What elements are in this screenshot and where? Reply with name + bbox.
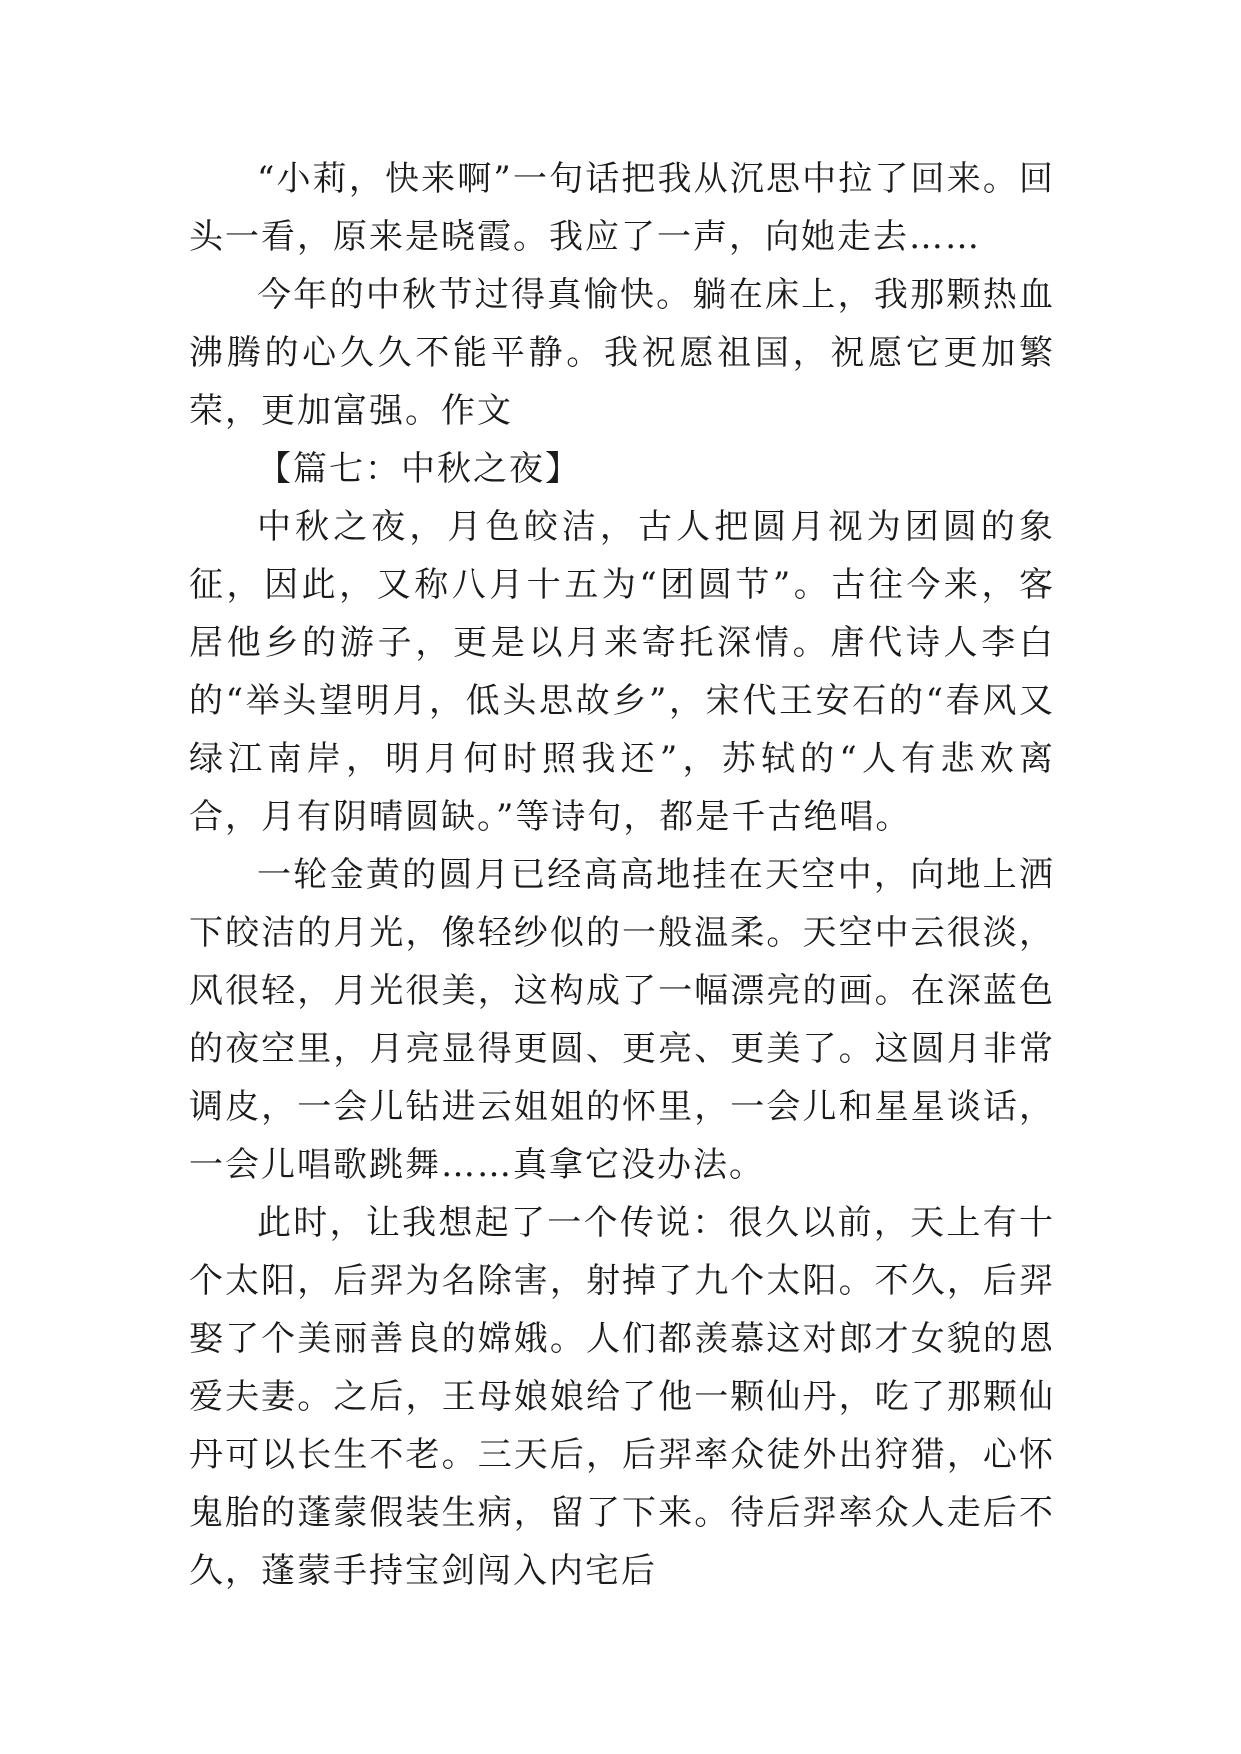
paragraph-1: “小莉，快来啊”一句话把我从沉思中拉了回来。回头一看，原来是晓霞。我应了一声，向她走去……	[189, 159, 1055, 257]
paragraph-2: 今年的中秋节过得真愉快。躺在床上，我那颗热血沸腾的心久久不能平静。我祝愿祖国，祝愿它更加繁荣，更加富强。作文	[189, 275, 1055, 431]
document-body	[189, 150, 1055, 1600]
section-title: 【篇七：中秋之夜】	[257, 449, 581, 489]
section-paragraph-3: 此时，让我想起了一个传说：很久以前，天上有十个太阳，后羿为名除害，射掉了九个太阳。不久，后羿娶了个美丽善良的嫦娥。人们都羡慕这对郎才女貌的恩爱夫妻。之后，王母娘娘给了他一颗仙丹，吃了那颗仙丹可以长生不老。三天后，后羿率众徒外出狩猎，心怀鬼胎的蓬蒙假装生病，留了下来。待后羿率众人走后不久，蓬蒙手持宝剑闯入内宅后	[189, 1203, 1055, 1591]
section-paragraph-1: 中秋之夜，月色皎洁，古人把圆月视为团圆的象征，因此，又称八月十五为“团圆节”。古往今来，客居他乡的游子，更是以月来寄托深情。唐代诗人李白的“举头望明月，低头思故乡”，宋代王安石的“春风又绿江南岸，明月何时照我还”，苏轼的“人有悲欢离合，月有阴晴圆缺。”等诗句，都是千古绝唱。	[189, 507, 1055, 837]
section-paragraph-2: 一轮金黄的圆月已经高高地挂在天空中，向地上洒下皎洁的月光，像轻纱似的一般温柔。天空中云很淡，风很轻，月光很美，这构成了一幅漂亮的画。在深蓝色的夜空里，月亮显得更圆、更亮、更美了。这圆月非常调皮，一会儿钻进云姐姐的怀里，一会儿和星星谈话，一会儿唱歌跳舞……真拿它没办法。	[189, 855, 1055, 1185]
